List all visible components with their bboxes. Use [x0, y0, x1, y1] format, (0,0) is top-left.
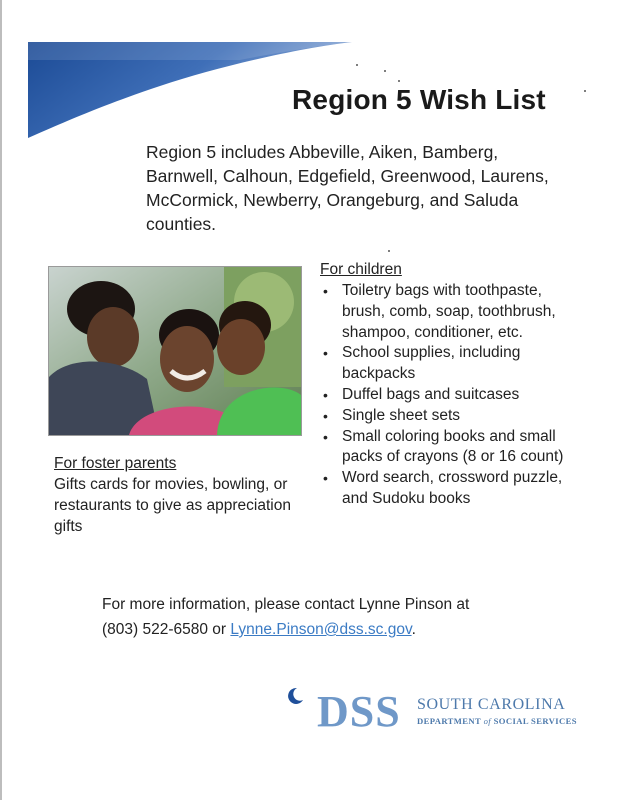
speck: [356, 64, 358, 66]
speck: [398, 80, 400, 82]
contact-suffix: .: [411, 621, 416, 638]
contact-line: For more information, please contact Lynne Pinson at: [102, 596, 470, 613]
list-item: • Toiletry bags with toothpaste, brush, comb, soap, toothbrush, shampoo, conditioner, etc.: [320, 281, 570, 343]
contact-phone: (803) 522-6580 or: [102, 621, 231, 638]
speck: [388, 250, 390, 252]
list-item: • School supplies, including backpacks: [320, 343, 570, 385]
foster-description: Gifts cards for movies, bowling, or restaurants to give as appreciation gifts: [54, 476, 291, 535]
logo-dept-of: of: [483, 716, 492, 726]
region-description: Region 5 includes Abbeville, Aiken, Bamberg, Barnwell, Calhoun, Edgefield, Greenwood, Laurens, McCormick, Newberry, Orangeburg, and Saluda counties.: [146, 142, 549, 234]
logo-dept-part1: DEPARTMENT: [417, 716, 484, 726]
logo-state: SOUTH CAROLINA: [417, 696, 566, 713]
speck: [584, 90, 586, 92]
logo-dept-part2: SOCIAL SERVICES: [491, 716, 577, 726]
email-link[interactable]: Lynne.Pinson@dss.sc.gov: [230, 621, 412, 638]
children-items-list: [320, 281, 570, 510]
foster-heading: For foster parents: [54, 455, 177, 472]
header-banner: [0, 0, 618, 140]
list-item: • Duffel bags and suitcases: [320, 385, 570, 406]
list-item: • Small coloring books and small packs of crayons (8 or 16 count): [320, 427, 570, 469]
children-heading: For children: [320, 261, 402, 278]
logo-abbreviation: DSS: [317, 687, 401, 736]
logo-department: [417, 716, 577, 726]
page-title: Region 5 Wish List: [292, 84, 546, 115]
list-item: • Word search, crossword puzzle, and Sudoku books: [320, 468, 570, 510]
children-wishlist: [320, 261, 570, 510]
dss-logo: [285, 686, 585, 736]
crescent-moon-icon: [285, 686, 305, 706]
foster-parents-wishlist: [54, 455, 304, 537]
list-item: • Single sheet sets: [320, 406, 570, 427]
contact-info: [102, 592, 522, 642]
family-photo: [48, 266, 302, 436]
speck: [384, 70, 386, 72]
